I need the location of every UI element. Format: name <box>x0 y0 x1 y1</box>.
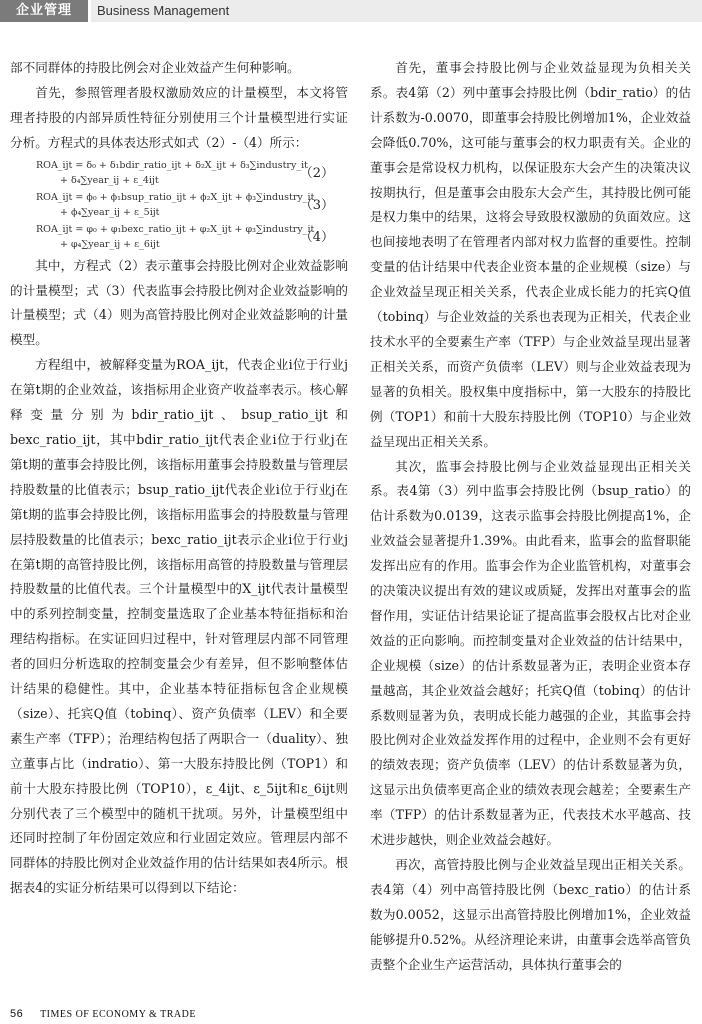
paragraph: 首先，董事会持股比例与企业效益显现为负相关关系。表4第（2）列中董事会持股比例（bdir_ratio）的估计系数为-0.0070，即董事会持股比例增加1%，企业效益会降低0.70%，这可能与董事会的权力职责有关。企业的董事会是常设权力机构，以保证股东大会产生的决策决议按期执行，但是董事会由股东大会产生，其持股比例可能是权力集中的结果，这将会导致股权激励的负面效应。这也间接地表明了在管理者内部对权力监督的重要性。控制变量的估计结果中代表企业资本量的企业规模（size）与企业效益呈现正相关关系，代表企业成长能力的托宾Q值（tobinq）与企业效益的关系也表现为正相关，代表企业技术水平的全要素生产率（TFP）与企业效益呈现出显著正相关关系，而资产负债率（LEV）则与企业效益表现为显著的负相关。股权集中度指标中，第一大股东的持股比例（TOP1）和前十大股东持股比例（TOP10）与企业效益呈现出正相关关系。 <box>370 60 691 449</box>
equation-line: ROA_ijt = ϕ₀ + ϕ₁bsup_ratio_ijt + ϕ₂X_ijt + ϕ₃∑industry_it <box>36 191 315 203</box>
page-header <box>0 0 702 22</box>
section-title-en: Business Management <box>91 0 702 22</box>
paragraph: 其次，监事会持股比例与企业效益显现出正相关关系。表4第（3）列中监事会持股比例（bsup_ratio）的估计系数为0.0139，这表示监事会持股比例提高1%，企业效益会显著提升1.39%。由此看来，监事会的监督职能发挥出应有的作用。监事会作为企业监管机构，对董事会的决策决议提出有效的建议或质疑，发挥出对董事会的监督作用，实证估计结果论证了提高监事会股权占比对企业效益的正向影响。而控制变量对企业效益的估计结果中，企业规模（size）的估计系数显著为正，表明企业资本存量越高，其企业效益会越好；托宾Q值（tobinq）的估计系数则显著为负，表明成长能力越强的企业，其监事会持股比例对企业效益发挥作用的过程中，企业则不会有更好的绩效表现；资产负债率（LEV）的估计系数显著为负，这显示出负债率更高企业的绩效表现会越差；全要素生产率（TFP）的估计系数显著为正，代表技术水平越高、技术进步越快，则企业效益会越好。 <box>370 458 691 848</box>
journal-name: TIMES OF ECONOMY & TRADE <box>40 1009 196 1020</box>
equation-3 <box>10 190 348 220</box>
page-number: 56 <box>10 1008 24 1020</box>
paragraph: 方程组中，被解释变量为ROA_ijt，代表企业i位于行业j在第t期的企业效益，该指标用企业资产收益率表示。核心解释变量分别为bdir_ratio_ijt、bsup_ratio_ijt和bexc_ratio_ijt，其中bdir_ratio_ijt代表企业i位于行业j在第t期的董事会持股比例，该指标用董事会持股数量与管理层持股数量的比值表示；bsup_ratio_ijt代表企业i位于行业j在第t期的监事会持股比例，该指标用监事会的持股数量与管理层持股数量的比值表示；bexc_ratio_ijt表示企业i位于行业j在第t期的高管持股比例，该指标用高管的持股数量与管理层持股数量的比值代表。三个计量模型中的X_ijt代表计量模型中的系列控制变量，控制变量选取了企业基本特征指标和治理结构指标。在实证回归过程中，针对管理层内部不同管理者的回归分析选取的控制变量会少有差异，但不影响整体估计结果的稳健性。其中，企业基本特征指标包含企业规模（size）、托宾Q值（tobinq）、资产负债率（LEV）和全要素生产率（TFP）；治理结构包括了两职合一（duality）、独立董事占比（indratio）、第一大股东持股比例（TOP1）和前十大股东持股比例（TOP10），ε_4ijt、ε_5ijt和ε_6ijt则分别代表了三个模型中的随机干扰项。另外，计量模型组中还同时控制了年份固定效应和行业固定效应。管理层内部不同群体的持股比例对企业效益作用的估计结果如表4所示。根据表4的实证分析结果可以得到以下结论： <box>10 357 348 896</box>
paragraph: 再次，高管持股比例与企业效益呈现出正相关关系。表4第（4）列中高管持股比例（bexc_ratio）的估计系数为0.0052，这显示出高管持股比例增加1%，企业效益能够提升0.52%。从经济理论来讲，由董事会选举高管负责整个企业生产运营活动，具体执行董事会的 <box>370 857 691 972</box>
left-column <box>10 56 348 901</box>
equation-line: ROA_ijt = δ₀ + δ₁bdir_ratio_ijt + δ₂X_ijt + δ₃∑industry_it <box>36 159 308 171</box>
paragraph: 首先，参照管理者股权激励效应的计量模型，本文将管理者持股的内部异质性特征分别使用三个计量模型进行实证分析。方程式的具体表达形式如式（2）-（4）所示： <box>10 84 348 150</box>
equation-number: （3） <box>299 197 334 213</box>
equation-line: + φ₄∑year_ij + ε_6ijt <box>60 238 160 250</box>
equation-number: （2） <box>299 165 334 181</box>
equation-line: + δ₄∑year_ij + ε_4ijt <box>60 174 159 186</box>
equation-2 <box>10 158 348 188</box>
equation-line: + ϕ₄∑year_ij + ε_5ijt <box>60 206 160 218</box>
paragraph: 其中，方程式（2）表示董事会持股比例对企业效益影响的计量模型；式（3）代表监事会持股比例对企业效益影响的计量模型；式（4）则为高管持股比例对企业效益影响的计量模型。 <box>10 257 348 348</box>
paragraph: 部不同群体的持股比例会对企业效益产生何种影响。 <box>10 60 300 75</box>
section-title-cn: 企业管理 <box>0 0 88 22</box>
page-footer <box>10 1008 196 1020</box>
right-column <box>370 56 691 978</box>
equation-4 <box>10 222 348 252</box>
equation-line: ROA_ijt = φ₀ + φ₁bexc_ratio_ijt + φ₂X_ijt + φ₃∑industry_it <box>36 223 315 235</box>
equation-number: （4） <box>299 229 334 245</box>
